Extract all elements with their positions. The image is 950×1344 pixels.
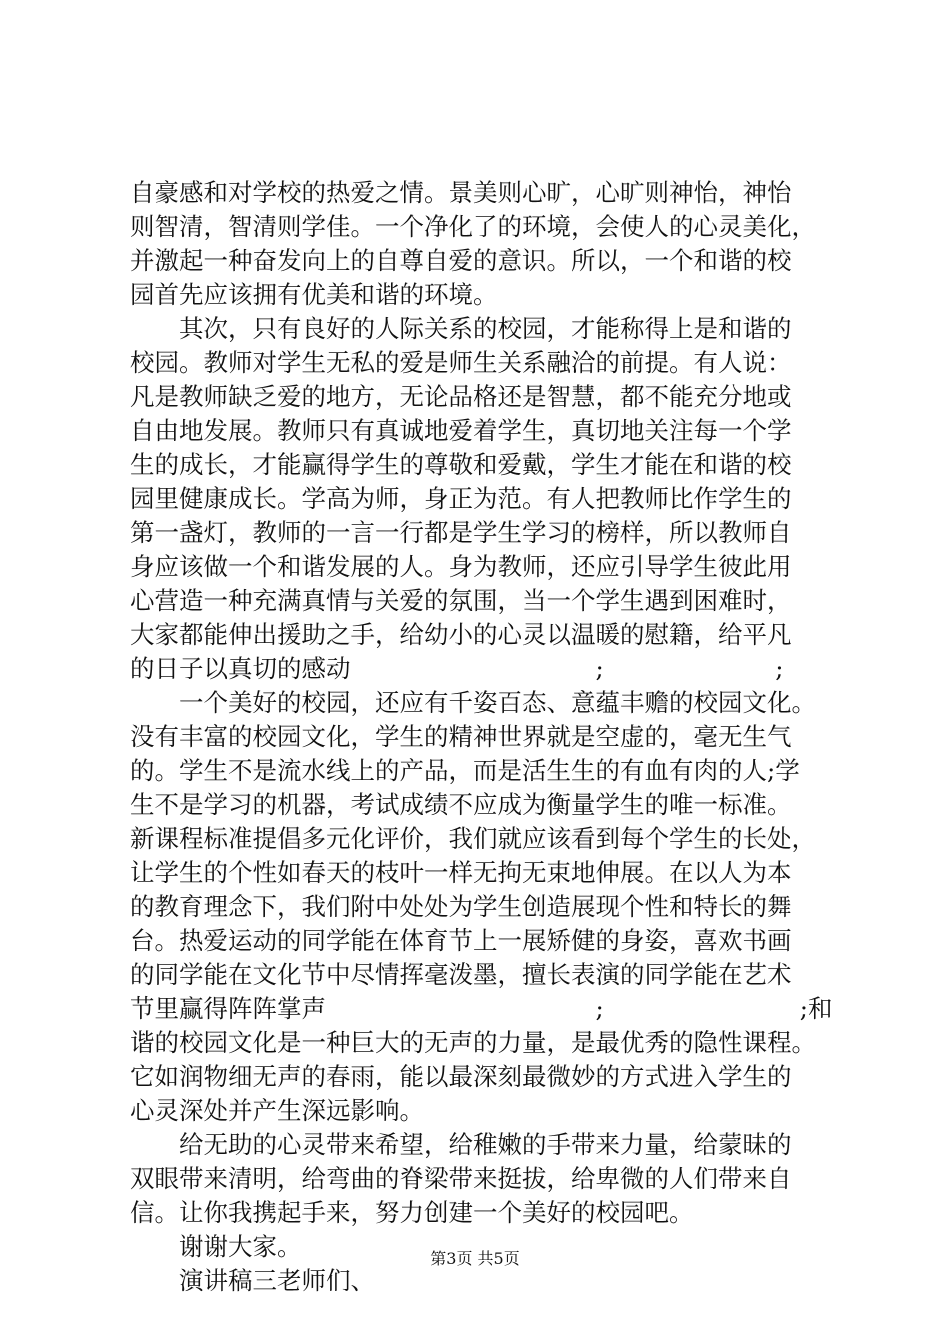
text-line: 第一盏灯，教师的一言一行都是学生学习的榜样，所以教师自 [130, 518, 792, 547]
speech-body [130, 176, 833, 1298]
text-line: 身应该做一个和谐发展的人。身为教师，还应引导学生彼此用 [130, 552, 792, 581]
text-line: 大家都能伸出援助之手，给幼小的心灵以温暖的慰籍，给平凡 [130, 620, 792, 649]
text-line: 台。热爱运动的同学能在体育节上一展矫健的身姿，喜欢书画 [130, 926, 792, 955]
text-line: 其次，只有良好的人际关系的校园，才能称得上是和谐的 [130, 314, 792, 343]
text-line: 自由地发展。教师只有真诚地爱着学生，真切地关注每一个学 [130, 416, 792, 445]
text-line: 的。学生不是流水线上的产品，而是活生生的有血有肉的人;学 [130, 756, 800, 785]
text-line: 的同学能在文化节中尽情挥毫泼墨，擅长表演的同学能在艺术 [130, 960, 792, 989]
text-line: 的教育理念下，我们附中处处为学生创造展现个性和特长的舞 [130, 892, 792, 921]
text-line: 的日子以真切的感动 ; ; [130, 654, 784, 683]
text-line: 生的成长，才能赢得学生的尊敬和爱戴，学生才能在和谐的校 [130, 450, 792, 479]
text-line: 则智清，智清则学佳。一个净化了的环境，会使人的心灵美化， [130, 212, 816, 241]
text-line: 园里健康成长。学高为师，身正为范。有人把教师比作学生的 [130, 484, 792, 513]
text-line: 没有丰富的校园文化，学生的精神世界就是空虚的，毫无生气 [130, 722, 792, 751]
text-line: 凡是教师缺乏爱的地方，无论品格还是智慧，都不能充分地或 [130, 382, 792, 411]
text-line: 谢谢大家。 [130, 1232, 302, 1261]
text-line: 新课程标准提倡多元化评价，我们就应该看到每个学生的长处， [130, 824, 816, 853]
text-line: 给无助的心灵带来希望，给稚嫩的手带来力量，给蒙昧的 [130, 1130, 792, 1159]
text-line: 演讲稿三老师们、 [130, 1266, 375, 1295]
text-line: 谐的校园文化是一种巨大的无声的力量，是最优秀的隐性课程。 [130, 1028, 816, 1057]
text-line: 让学生的个性如春天的枝叶一样无拘无束地伸展。在以人为本 [130, 858, 792, 887]
text-line: 生不是学习的机器，考试成绩不应成为衡量学生的唯一标准。 [130, 790, 792, 819]
text-line: 园首先应该拥有优美和谐的环境。 [130, 280, 498, 309]
text-line: 自豪感和对学校的热爱之情。景美则心旷，心旷则神怡，神怡 [130, 178, 792, 207]
text-line: 双眼带来清明，给弯曲的脊梁带来挺拔，给卑微的人们带来自 [130, 1164, 792, 1193]
page-number-footer: 第3页 共5页 [430, 1249, 520, 1268]
text-line: 一个美好的校园，还应有千姿百态、意蕴丰赡的校园文化。 [130, 688, 816, 717]
text-line: 并激起一种奋发向上的自尊自爱的意识。所以，一个和谐的校 [130, 246, 792, 275]
text-line: 节里赢得阵阵掌声 ; ;和 [130, 994, 833, 1023]
text-line: 校园。教师对学生无私的爱是师生关系融洽的前提。有人说： [130, 348, 792, 377]
text-line: 信。让你我携起手来，努力创建一个美好的校园吧。 [130, 1198, 694, 1227]
text-line: 它如润物细无声的春雨，能以最深刻最微妙的方式进入学生的 [130, 1062, 792, 1091]
text-line: 心营造一种充满真情与关爱的氛围，当一个学生遇到困难时， [130, 586, 792, 615]
text-line: 心灵深处并产生深远影响。 [130, 1096, 424, 1125]
